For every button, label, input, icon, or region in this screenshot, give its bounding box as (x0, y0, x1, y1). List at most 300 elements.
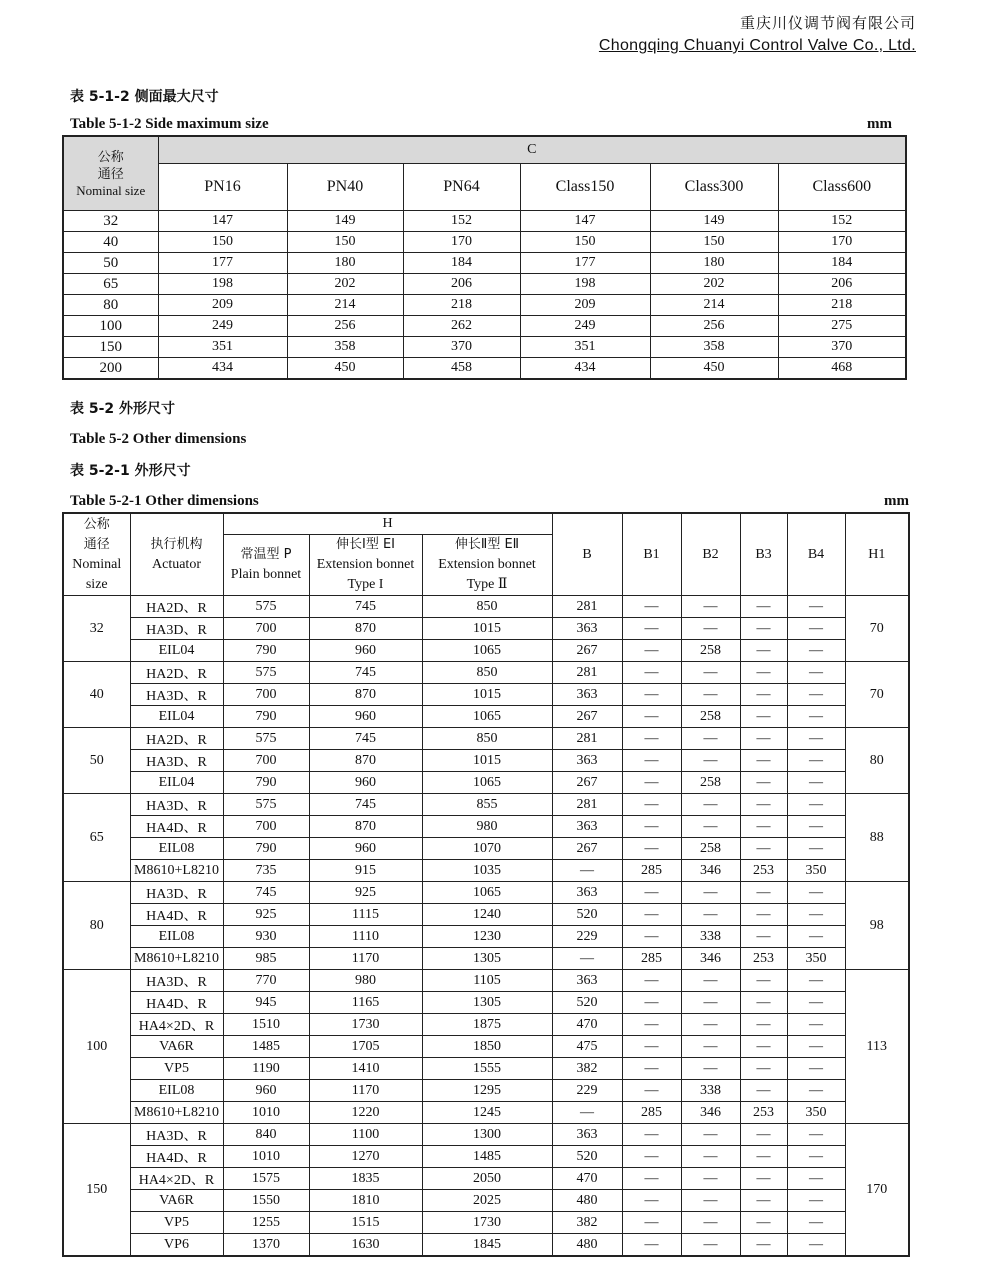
table-cell: — (787, 1234, 845, 1257)
table-cell: — (740, 750, 787, 772)
table-cell: 370 (403, 337, 520, 358)
nominal-size-cell: 40 (63, 232, 158, 253)
table-cell: 960 (309, 706, 422, 728)
table-cell: 575 (223, 728, 309, 750)
actuator-cell: VA6R (130, 1190, 223, 1212)
table-row (63, 211, 906, 232)
table-cell: 450 (287, 358, 403, 380)
nominal-size-cell: 150 (63, 337, 158, 358)
table-cell: 350 (787, 1102, 845, 1124)
table-cell: 960 (309, 772, 422, 794)
table-cell: 346 (681, 1102, 740, 1124)
table-cell: 575 (223, 596, 309, 618)
table-cell: 985 (223, 948, 309, 970)
column-header: PN64 (403, 164, 520, 211)
table-cell: 1730 (309, 1014, 422, 1036)
table-cell: 256 (650, 316, 778, 337)
table-cell: — (681, 750, 740, 772)
table-cell: 281 (552, 596, 622, 618)
table-cell: 870 (309, 816, 422, 838)
c-group-header: C (158, 136, 906, 164)
table-cell: 351 (158, 337, 287, 358)
table-cell: 1255 (223, 1212, 309, 1234)
h1-cell: 70 (845, 596, 909, 662)
h-group-header: H (223, 513, 552, 535)
table-cell: 790 (223, 772, 309, 794)
table-cell: 275 (778, 316, 906, 337)
table-cell: 229 (552, 1080, 622, 1102)
table-cell: 338 (681, 1080, 740, 1102)
table-cell: — (787, 1036, 845, 1058)
table-cell: 850 (422, 596, 552, 618)
actuator-cell: EIL04 (130, 706, 223, 728)
table-cell: — (622, 662, 681, 684)
table-row (63, 1212, 909, 1234)
table-cell: — (681, 596, 740, 618)
actuator-cell: HA3D、R (130, 794, 223, 816)
extension-bonnet-2-header: 伸长Ⅱ型 EⅡ Extension bonnet Type Ⅱ (422, 535, 552, 596)
table-cell: 470 (552, 1014, 622, 1036)
nominal-size-cell: 200 (63, 358, 158, 380)
table-cell: 1510 (223, 1014, 309, 1036)
table-row (63, 1190, 909, 1212)
h1-header: H1 (845, 513, 909, 596)
table-row (63, 253, 906, 274)
table-cell: — (681, 992, 740, 1014)
table-cell: — (787, 794, 845, 816)
table-cell: 1810 (309, 1190, 422, 1212)
table-cell: 281 (552, 794, 622, 816)
table-cell: 945 (223, 992, 309, 1014)
table-row (63, 1168, 909, 1190)
table-cell: — (787, 904, 845, 926)
column-header: PN40 (287, 164, 403, 211)
table-row (63, 1234, 909, 1257)
table-cell: 520 (552, 904, 622, 926)
table-cell: 147 (158, 211, 287, 232)
table-cell: 870 (309, 618, 422, 640)
column-header: PN16 (158, 164, 287, 211)
table-cell: — (787, 1190, 845, 1212)
table-row (63, 992, 909, 1014)
table-cell: 1305 (422, 948, 552, 970)
table-cell: — (740, 772, 787, 794)
table1-caption-cn: 表 5-1-2 侧面最大尺寸 (70, 89, 219, 105)
table-cell: — (622, 1190, 681, 1212)
table-cell: — (740, 1036, 787, 1058)
actuator-cell: HA3D、R (130, 684, 223, 706)
table-cell: — (740, 1058, 787, 1080)
nominal-size-header: 公称 通径 Nominal size (63, 136, 158, 211)
table-cell: 790 (223, 706, 309, 728)
nominal-size-cell: 32 (63, 211, 158, 232)
table-cell: 434 (158, 358, 287, 380)
table-cell: — (787, 816, 845, 838)
table-cell: 745 (223, 882, 309, 904)
actuator-cell: M8610+L8210 (130, 948, 223, 970)
table-cell: — (622, 838, 681, 860)
table-row (63, 1036, 909, 1058)
table-cell: — (622, 1014, 681, 1036)
table-cell: — (622, 926, 681, 948)
table-cell: 480 (552, 1234, 622, 1257)
company-name-cn: 重庆川仪调节阀有限公司 (739, 14, 916, 32)
table-cell: — (740, 1014, 787, 1036)
table-cell: — (787, 684, 845, 706)
table-cell: 285 (622, 948, 681, 970)
table-cell: 575 (223, 794, 309, 816)
table-cell: 363 (552, 816, 622, 838)
table-cell: 1015 (422, 618, 552, 640)
table-cell: — (740, 706, 787, 728)
h1-cell: 88 (845, 794, 909, 882)
table-cell: 150 (650, 232, 778, 253)
table-cell: 1835 (309, 1168, 422, 1190)
table-cell: — (681, 882, 740, 904)
table-cell: 700 (223, 684, 309, 706)
table-cell: 520 (552, 1146, 622, 1168)
table-cell: — (622, 970, 681, 992)
table-cell: 218 (403, 295, 520, 316)
table-cell: 358 (287, 337, 403, 358)
table-cell: 382 (552, 1212, 622, 1234)
table-cell: 198 (520, 274, 650, 295)
b3-header: B3 (740, 513, 787, 596)
table-cell: — (622, 618, 681, 640)
table-cell: — (787, 992, 845, 1014)
table-cell: — (681, 1058, 740, 1080)
table-row (63, 706, 909, 728)
table1-unit: mm (867, 116, 892, 132)
table-cell: 214 (650, 295, 778, 316)
actuator-cell: EIL04 (130, 640, 223, 662)
table-cell: — (787, 1080, 845, 1102)
table-cell: — (787, 1124, 845, 1146)
actuator-header: 执行机构 Actuator (130, 513, 223, 596)
nominal-size-cell: 100 (63, 970, 130, 1124)
table-cell: 480 (552, 1190, 622, 1212)
table2-caption-cn: 表 5-2-1 外形尺寸 (70, 463, 191, 479)
table-cell: 870 (309, 684, 422, 706)
table-cell: 925 (309, 882, 422, 904)
table-cell: 346 (681, 860, 740, 882)
table-row (63, 838, 909, 860)
table-cell: — (681, 794, 740, 816)
actuator-cell: HA3D、R (130, 882, 223, 904)
table-cell: 1035 (422, 860, 552, 882)
table-cell: 915 (309, 860, 422, 882)
table-row (63, 816, 909, 838)
table-cell: 1575 (223, 1168, 309, 1190)
table-cell: 150 (520, 232, 650, 253)
section-caption-en: Table 5-2 Other dimensions (70, 431, 247, 447)
table-cell: — (787, 706, 845, 728)
table-cell: — (681, 1168, 740, 1190)
table-cell: 840 (223, 1124, 309, 1146)
table-cell: 1010 (223, 1102, 309, 1124)
table-row (63, 860, 909, 882)
extension-bonnet-1-header: 伸长Ⅰ型 EⅠ Extension bonnet Type I (309, 535, 422, 596)
table-cell: 1270 (309, 1146, 422, 1168)
actuator-cell: EIL04 (130, 772, 223, 794)
table-cell: 202 (287, 274, 403, 295)
table-cell: — (787, 1014, 845, 1036)
table-row (63, 662, 909, 684)
table-cell: — (787, 640, 845, 662)
nominal-size-cell: 50 (63, 253, 158, 274)
nominal-size-cell: 80 (63, 295, 158, 316)
table-cell: 770 (223, 970, 309, 992)
table-cell: — (787, 662, 845, 684)
table-cell: — (740, 1190, 787, 1212)
table-cell: 150 (158, 232, 287, 253)
actuator-cell: HA3D、R (130, 750, 223, 772)
table-cell: — (740, 904, 787, 926)
table-cell: 350 (787, 860, 845, 882)
table-cell: — (740, 816, 787, 838)
table-cell: 206 (403, 274, 520, 295)
table1-caption-en: Table 5-1-2 Side maximum size (70, 116, 269, 132)
table-row (63, 1014, 909, 1036)
table-row (63, 274, 906, 295)
table-row (63, 948, 909, 970)
table-cell: 458 (403, 358, 520, 380)
table-row (63, 232, 906, 253)
table-cell: — (740, 596, 787, 618)
table-cell: 1295 (422, 1080, 552, 1102)
table-cell: — (681, 1212, 740, 1234)
table-cell: 1190 (223, 1058, 309, 1080)
table-cell: 980 (422, 816, 552, 838)
table-cell: 855 (422, 794, 552, 816)
table-row (63, 316, 906, 337)
table-cell: 980 (309, 970, 422, 992)
table-cell: 285 (622, 860, 681, 882)
table-cell: 256 (287, 316, 403, 337)
table-cell: 745 (309, 728, 422, 750)
actuator-cell: HA2D、R (130, 596, 223, 618)
table-row (63, 358, 906, 380)
table-cell: — (552, 860, 622, 882)
table-cell: 1410 (309, 1058, 422, 1080)
table-cell: — (787, 882, 845, 904)
table-cell: 2025 (422, 1190, 552, 1212)
table-cell: 1100 (309, 1124, 422, 1146)
table-cell: 363 (552, 882, 622, 904)
table-cell: 358 (650, 337, 778, 358)
table2-caption-en: Table 5-2-1 Other dimensions (70, 493, 259, 509)
actuator-cell: HA4×2D、R (130, 1168, 223, 1190)
table-cell: — (622, 1036, 681, 1058)
table-cell: 700 (223, 816, 309, 838)
table-cell: 1705 (309, 1036, 422, 1058)
table-cell: — (740, 1146, 787, 1168)
table-cell: 267 (552, 838, 622, 860)
table-cell: 1875 (422, 1014, 552, 1036)
table-cell: — (740, 728, 787, 750)
table-cell: 152 (778, 211, 906, 232)
other-dimensions-table (62, 512, 910, 1257)
table-cell: 1070 (422, 838, 552, 860)
actuator-cell: HA2D、R (130, 728, 223, 750)
table-cell: 450 (650, 358, 778, 380)
actuator-cell: VP5 (130, 1058, 223, 1080)
h1-cell: 98 (845, 882, 909, 970)
table-cell: 434 (520, 358, 650, 380)
column-header: Class600 (778, 164, 906, 211)
table-cell: — (740, 992, 787, 1014)
table-cell: — (552, 948, 622, 970)
table-cell: — (787, 1058, 845, 1080)
nominal-size-header: 公称 通径 Nominal size (63, 513, 130, 596)
table-cell: 575 (223, 662, 309, 684)
table-cell: — (622, 640, 681, 662)
table-cell: 267 (552, 772, 622, 794)
table-cell: 249 (158, 316, 287, 337)
b1-header: B1 (622, 513, 681, 596)
actuator-cell: HA4D、R (130, 1146, 223, 1168)
actuator-cell: VP5 (130, 1212, 223, 1234)
table-cell: 1065 (422, 706, 552, 728)
table-cell: 1115 (309, 904, 422, 926)
table-cell: 214 (287, 295, 403, 316)
table-row (63, 1058, 909, 1080)
table-cell: 1015 (422, 684, 552, 706)
table-cell: 1630 (309, 1234, 422, 1257)
table-row (63, 882, 909, 904)
table-cell: 1245 (422, 1102, 552, 1124)
table-cell: 350 (787, 948, 845, 970)
nominal-size-cell: 32 (63, 596, 130, 662)
b-header: B (552, 513, 622, 596)
table-cell: 1305 (422, 992, 552, 1014)
table-cell: 370 (778, 337, 906, 358)
table-cell: — (740, 838, 787, 860)
table-cell: 1550 (223, 1190, 309, 1212)
table-cell: — (622, 794, 681, 816)
table-cell: 184 (403, 253, 520, 274)
table-row (63, 970, 909, 992)
nominal-size-cell: 100 (63, 316, 158, 337)
table-cell: — (740, 1212, 787, 1234)
table-cell: 382 (552, 1058, 622, 1080)
table-row (63, 337, 906, 358)
table-cell: — (787, 970, 845, 992)
table-cell: 1165 (309, 992, 422, 1014)
table-cell: 850 (422, 728, 552, 750)
table-cell: — (622, 1124, 681, 1146)
table-cell: 258 (681, 772, 740, 794)
table-cell: 209 (520, 295, 650, 316)
table-cell: 468 (778, 358, 906, 380)
table-cell: 281 (552, 662, 622, 684)
table-cell: 700 (223, 618, 309, 640)
table-cell: 1555 (422, 1058, 552, 1080)
table-cell: 177 (158, 253, 287, 274)
actuator-cell: M8610+L8210 (130, 860, 223, 882)
table-cell: — (681, 618, 740, 640)
table-cell: — (740, 684, 787, 706)
table-cell: — (681, 662, 740, 684)
table-cell: — (622, 596, 681, 618)
column-header: Class150 (520, 164, 650, 211)
table-cell: — (787, 1212, 845, 1234)
actuator-cell: EIL08 (130, 1080, 223, 1102)
actuator-cell: VA6R (130, 1036, 223, 1058)
table-row (63, 1124, 909, 1146)
table-cell: — (787, 1168, 845, 1190)
table-cell: — (622, 1080, 681, 1102)
side-maximum-size-table (62, 135, 907, 380)
table-cell: 202 (650, 274, 778, 295)
table-cell: 1065 (422, 640, 552, 662)
table-row (63, 295, 906, 316)
column-header: Class300 (650, 164, 778, 211)
table-row (63, 618, 909, 640)
table-row (63, 596, 909, 618)
table-cell: 1845 (422, 1234, 552, 1257)
table-cell: — (622, 728, 681, 750)
company-name-en: Chongqing Chuanyi Control Valve Co., Ltd. (598, 37, 916, 54)
table-cell: 745 (309, 794, 422, 816)
table-cell: 1170 (309, 948, 422, 970)
table-cell: 1485 (223, 1036, 309, 1058)
table-cell: — (787, 926, 845, 948)
table-cell: — (740, 794, 787, 816)
table-cell: 249 (520, 316, 650, 337)
table-cell: — (740, 1234, 787, 1257)
nominal-size-cell: 150 (63, 1124, 130, 1257)
h1-cell: 170 (845, 1124, 909, 1257)
table-cell: — (552, 1102, 622, 1124)
table-cell: — (681, 1014, 740, 1036)
table-cell: 253 (740, 860, 787, 882)
table-cell: 184 (778, 253, 906, 274)
table-cell: 351 (520, 337, 650, 358)
table-row (63, 926, 909, 948)
table-cell: — (681, 1146, 740, 1168)
h1-cell: 70 (845, 662, 909, 728)
table-cell: 180 (650, 253, 778, 274)
actuator-cell: EIL08 (130, 838, 223, 860)
table-cell: 253 (740, 948, 787, 970)
table-cell: 960 (309, 838, 422, 860)
table-cell: 1515 (309, 1212, 422, 1234)
table-cell: — (622, 1168, 681, 1190)
table-cell: 1370 (223, 1234, 309, 1257)
actuator-cell: HA3D、R (130, 1124, 223, 1146)
table-cell: 700 (223, 750, 309, 772)
actuator-cell: HA4D、R (130, 904, 223, 926)
table-cell: 1300 (422, 1124, 552, 1146)
h1-cell: 113 (845, 970, 909, 1124)
table-cell: — (681, 816, 740, 838)
table-cell: — (622, 992, 681, 1014)
table-cell: 363 (552, 970, 622, 992)
table-cell: — (740, 1080, 787, 1102)
table-cell: — (622, 772, 681, 794)
table-cell: 925 (223, 904, 309, 926)
table-cell: 262 (403, 316, 520, 337)
table-cell: 285 (622, 1102, 681, 1124)
table-cell: 1015 (422, 750, 552, 772)
table-row (63, 640, 909, 662)
table-row (63, 728, 909, 750)
table-cell: 198 (158, 274, 287, 295)
table-cell: 152 (403, 211, 520, 232)
table-cell: 267 (552, 640, 622, 662)
actuator-cell: M8610+L8210 (130, 1102, 223, 1124)
